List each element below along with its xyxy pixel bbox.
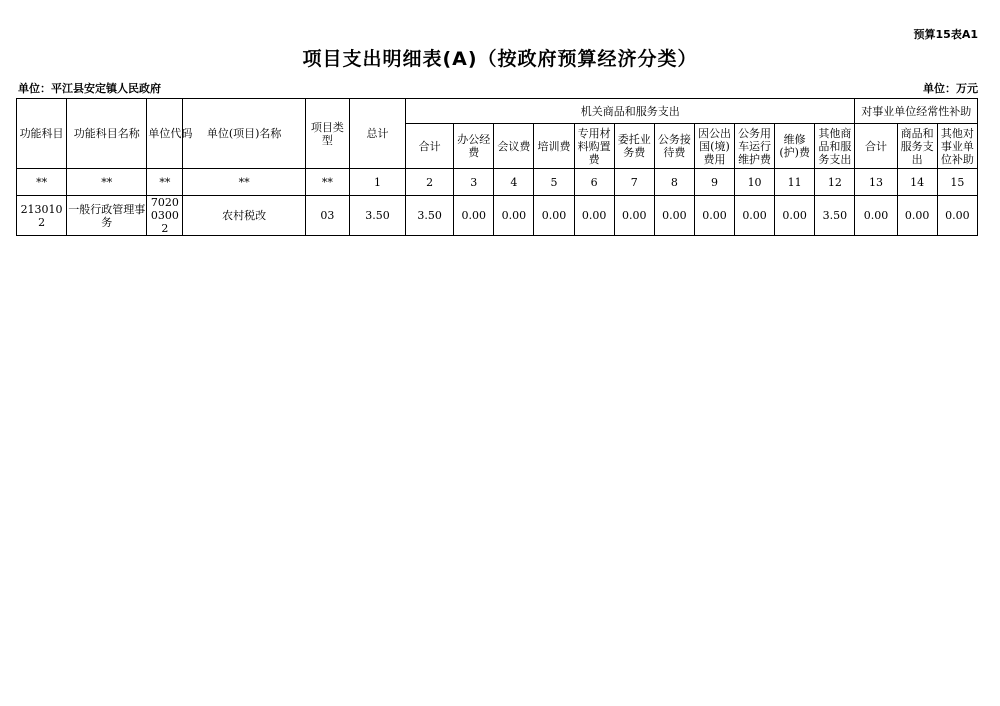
header-unit-code: 单位代码: [147, 99, 183, 169]
form-code: 预算15表A1: [913, 28, 978, 41]
header-official-reception: 公务接待费: [654, 124, 694, 169]
cell-subsidy-other: 0.00: [937, 196, 977, 236]
cell-org-subtotal: 3.50: [406, 196, 454, 236]
column-number: 6: [574, 169, 614, 196]
column-number: 7: [614, 169, 654, 196]
header-unit-name: 单位(项目)名称: [183, 99, 305, 169]
column-number: 10: [735, 169, 775, 196]
header-material-purchase: 专用材料购置费: [574, 124, 614, 169]
cell-vehicle-maintenance: 0.00: [735, 196, 775, 236]
column-number: 14: [897, 169, 937, 196]
header-meeting-expense: 会议费: [494, 124, 534, 169]
cell-func-name: 一般行政管理事务: [67, 196, 147, 236]
cell-official-reception: 0.00: [654, 196, 694, 236]
page-title: 项目支出明细表(A)（按政府预算经济分类）: [302, 48, 698, 70]
column-number: 3: [454, 169, 494, 196]
header-overseas-travel: 因公出国(境)费用: [694, 124, 734, 169]
cell-office-expense: 0.00: [454, 196, 494, 236]
header-office-expense: 办公经费: [454, 124, 494, 169]
marker-cell: **: [183, 169, 305, 196]
expenditure-table: [16, 98, 978, 236]
column-number: 11: [775, 169, 815, 196]
header-training-expense: 培训费: [534, 124, 574, 169]
marker-cell: **: [67, 169, 147, 196]
marker-cell: **: [305, 169, 349, 196]
column-number: 13: [855, 169, 897, 196]
unit-organization: 单位：平江县安定镇人民政府: [18, 82, 161, 95]
header-subsidy-other: 其他对事业单位补助: [937, 124, 977, 169]
header-org-subtotal: 合计: [406, 124, 454, 169]
marker-row: [17, 169, 978, 196]
marker-cell: **: [17, 169, 67, 196]
cell-repair-expense: 0.00: [775, 196, 815, 236]
column-number: 9: [694, 169, 734, 196]
header-func-name: 功能科目名称: [67, 99, 147, 169]
cell-unit-code: 702003002: [147, 196, 183, 236]
cell-project-type: 03: [305, 196, 349, 236]
header-group-org-goods-services: 机关商品和服务支出: [406, 99, 855, 124]
header-subsidy-subtotal: 合计: [855, 124, 897, 169]
cell-training-expense: 0.00: [534, 196, 574, 236]
cell-func-code: 2130102: [17, 196, 67, 236]
cell-unit-name: 农村税改: [183, 196, 305, 236]
column-number: 4: [494, 169, 534, 196]
cell-subsidy-subtotal: 0.00: [855, 196, 897, 236]
header-project-type: 项目类型: [305, 99, 349, 169]
cell-meeting-expense: 0.00: [494, 196, 534, 236]
cell-other-goods-services: 3.50: [815, 196, 855, 236]
cell-overseas-travel: 0.00: [694, 196, 734, 236]
unit-currency: 单位：万元: [923, 82, 978, 95]
column-number: 2: [406, 169, 454, 196]
cell-entrusted-business: 0.00: [614, 196, 654, 236]
column-number: 12: [815, 169, 855, 196]
header-entrusted-business: 委托业务费: [614, 124, 654, 169]
column-number: 1: [349, 169, 405, 196]
header-total: 总计: [349, 99, 405, 169]
header-func-code: 功能科目: [17, 99, 67, 169]
column-number: 5: [534, 169, 574, 196]
column-number: 8: [654, 169, 694, 196]
header-other-goods-services: 其他商品和服务支出: [815, 124, 855, 169]
cell-subsidy-goods-services: 0.00: [897, 196, 937, 236]
marker-cell: **: [147, 169, 183, 196]
column-number: 15: [937, 169, 977, 196]
header-subsidy-goods-services: 商品和服务支出: [897, 124, 937, 169]
header-vehicle-maintenance: 公务用车运行维护费: [735, 124, 775, 169]
cell-material-purchase: 0.00: [574, 196, 614, 236]
header-group-subsidy: 对事业单位经常性补助: [855, 99, 978, 124]
cell-total: 3.50: [349, 196, 405, 236]
header-repair-expense: 维修(护)费: [775, 124, 815, 169]
table-row: [17, 196, 978, 236]
